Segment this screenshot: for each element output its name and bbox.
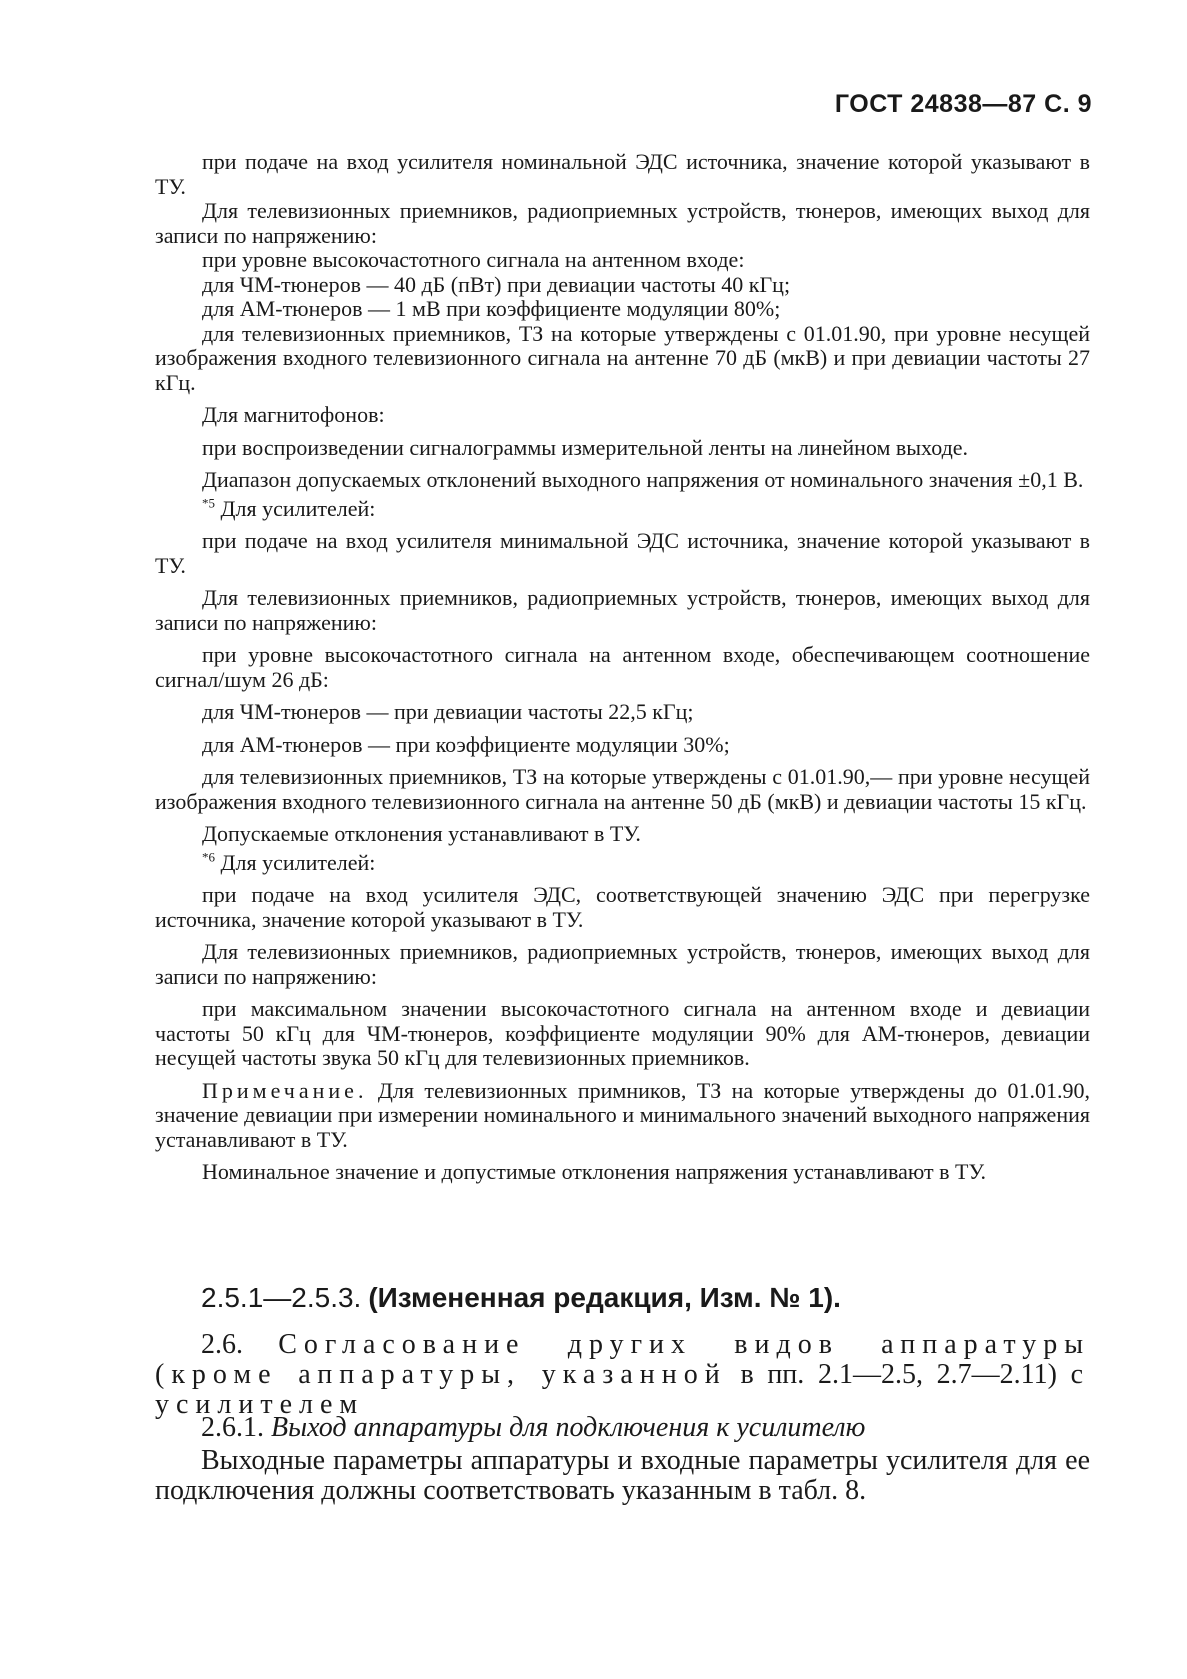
paragraph: при уровне высокочастотного сигнала на антенном входе: [202, 247, 745, 272]
footnote-5: $^{*5}$ Для усилителей: [202, 495, 376, 521]
footnote-mark: *6 [202, 849, 215, 865]
paragraph: для ЧМ-тюнеров — 40 дБ (пВт) при девиации частоты 40 кГц; [202, 271, 791, 297]
paragraph: Для магнитофонов: [202, 402, 385, 427]
note-label: Примечание. [202, 1077, 368, 1103]
section-2-6-1 [155, 1413, 1090, 1506]
paragraph: для АМ-тюнеров — 1 мВ при коэффициенте модуляции 80%; [202, 296, 781, 321]
footnote-mark: *5 [202, 495, 215, 511]
section-text: Выходные параметры аппаратуры и входные параметры усилителя для ее подключения должны соответствовать указанным в табл. 8. [155, 1445, 1090, 1506]
section-reference: в пп. 2.1—2.5, 2.7—2.11) [740, 1359, 1057, 1390]
standard-number: ГОСТ 24838—87 [834, 90, 1037, 118]
section-number: 2.5.1—2.5.3. [201, 1282, 362, 1313]
paragraph: Номинальное значение и допустимые отклонения напряжения устанавливают в ТУ. [202, 1159, 986, 1184]
paragraph: Для телевизионных приемников, радиоприемных устройств, тюнеров, имеющих выход для записи по напряжению: [155, 585, 1090, 635]
paragraph: для телевизионных приемников, ТЗ на которые утверждены с 01.01.90, при уровне несущей изображения входного телевизионного сигнала на антенне 70 дБ (мкВ) и при девиации частоты 27 кГц. [155, 320, 1090, 395]
paragraph: для ЧМ-тюнеров — при девиации частоты 22,5 кГц; [202, 699, 694, 724]
section-2-6 [155, 1330, 1090, 1420]
paragraph: при подаче на вход усилителя номинальной ЭДС источника, значение которой указывают в ТУ. [155, 149, 1090, 199]
section-number: 2.6.1. [201, 1412, 264, 1443]
amendment-note: (Измененная редакция, Изм. № 1). [368, 1282, 841, 1313]
paragraph: Для телевизионных приемников, радиоприемных устройств, тюнеров, имеющих выход для записи по напряжению: [155, 939, 1090, 989]
section-title: Согласование других видов аппаратуры (кроме аппаратуры, указанной [155, 1329, 1090, 1390]
paragraph: при максимальном значении высокочастотного сигнала на антенном входе и девиации частоты 50 кГц для ЧМ-тюнеров, коэффициенте модуляции 90% для АМ-тюнеров, девиации несущей частоты звука 50 кГц для телевизионных приемников. [155, 996, 1090, 1070]
paragraph: при подаче на вход усилителя минимальной ЭДС источника, значение которой указывают в ТУ. [155, 528, 1090, 578]
paragraph: для АМ-тюнеров — при коэффициенте модуляции 30%; [202, 731, 730, 757]
page-header [835, 90, 1092, 119]
paragraph: для телевизионных приемников, ТЗ на которые утверждены с 01.01.90,— при уровне несущей изображения входного телевизионного сигнала на антенне 50 дБ (мкВ) и девиации частоты 15 кГц. [155, 764, 1090, 814]
main-text [155, 150, 1090, 1185]
paragraph: при воспроизведении сигналограммы измерительной ленты на линейном выходе. [202, 434, 969, 460]
paragraph: при уровне высокочастотного сигнала на антенном входе, обеспечивающем соотношение сигнал/шум 26 дБ: [155, 642, 1090, 692]
section-title: Выход аппаратуры для подключения к усилителю [271, 1412, 866, 1443]
note: Примечание. Для телевизионных примников, ТЗ на которые утверждены до 01.01.90, значение девиации при измерении номинального и минимального значений выходного напряжения устанавливают в ТУ. [155, 1077, 1091, 1152]
paragraph: Для телевизионных приемников, радиоприемных устройств, тюнеров, имеющих выход для записи по напряжению: [155, 198, 1090, 248]
paragraph: Диапазон допускаемых отклонений выходного напряжения от номинального значения ±0,1 В. [202, 467, 1084, 492]
section-2-5-1 [155, 1283, 1090, 1314]
paragraph: при подаче на вход усилителя ЭДС, соответствующей значению ЭДС при перегрузке источника, значение которой указывают в ТУ. [155, 882, 1090, 932]
footnote-6: $^{*6}$ Для усилителей: [202, 849, 376, 875]
section-title-tail: с усилителем [155, 1359, 1091, 1420]
page-number: С. 9 [1044, 90, 1092, 118]
section-number: 2.6. [201, 1329, 243, 1360]
paragraph: Допускаемые отклонения устанавливают в ТУ. [202, 821, 641, 846]
